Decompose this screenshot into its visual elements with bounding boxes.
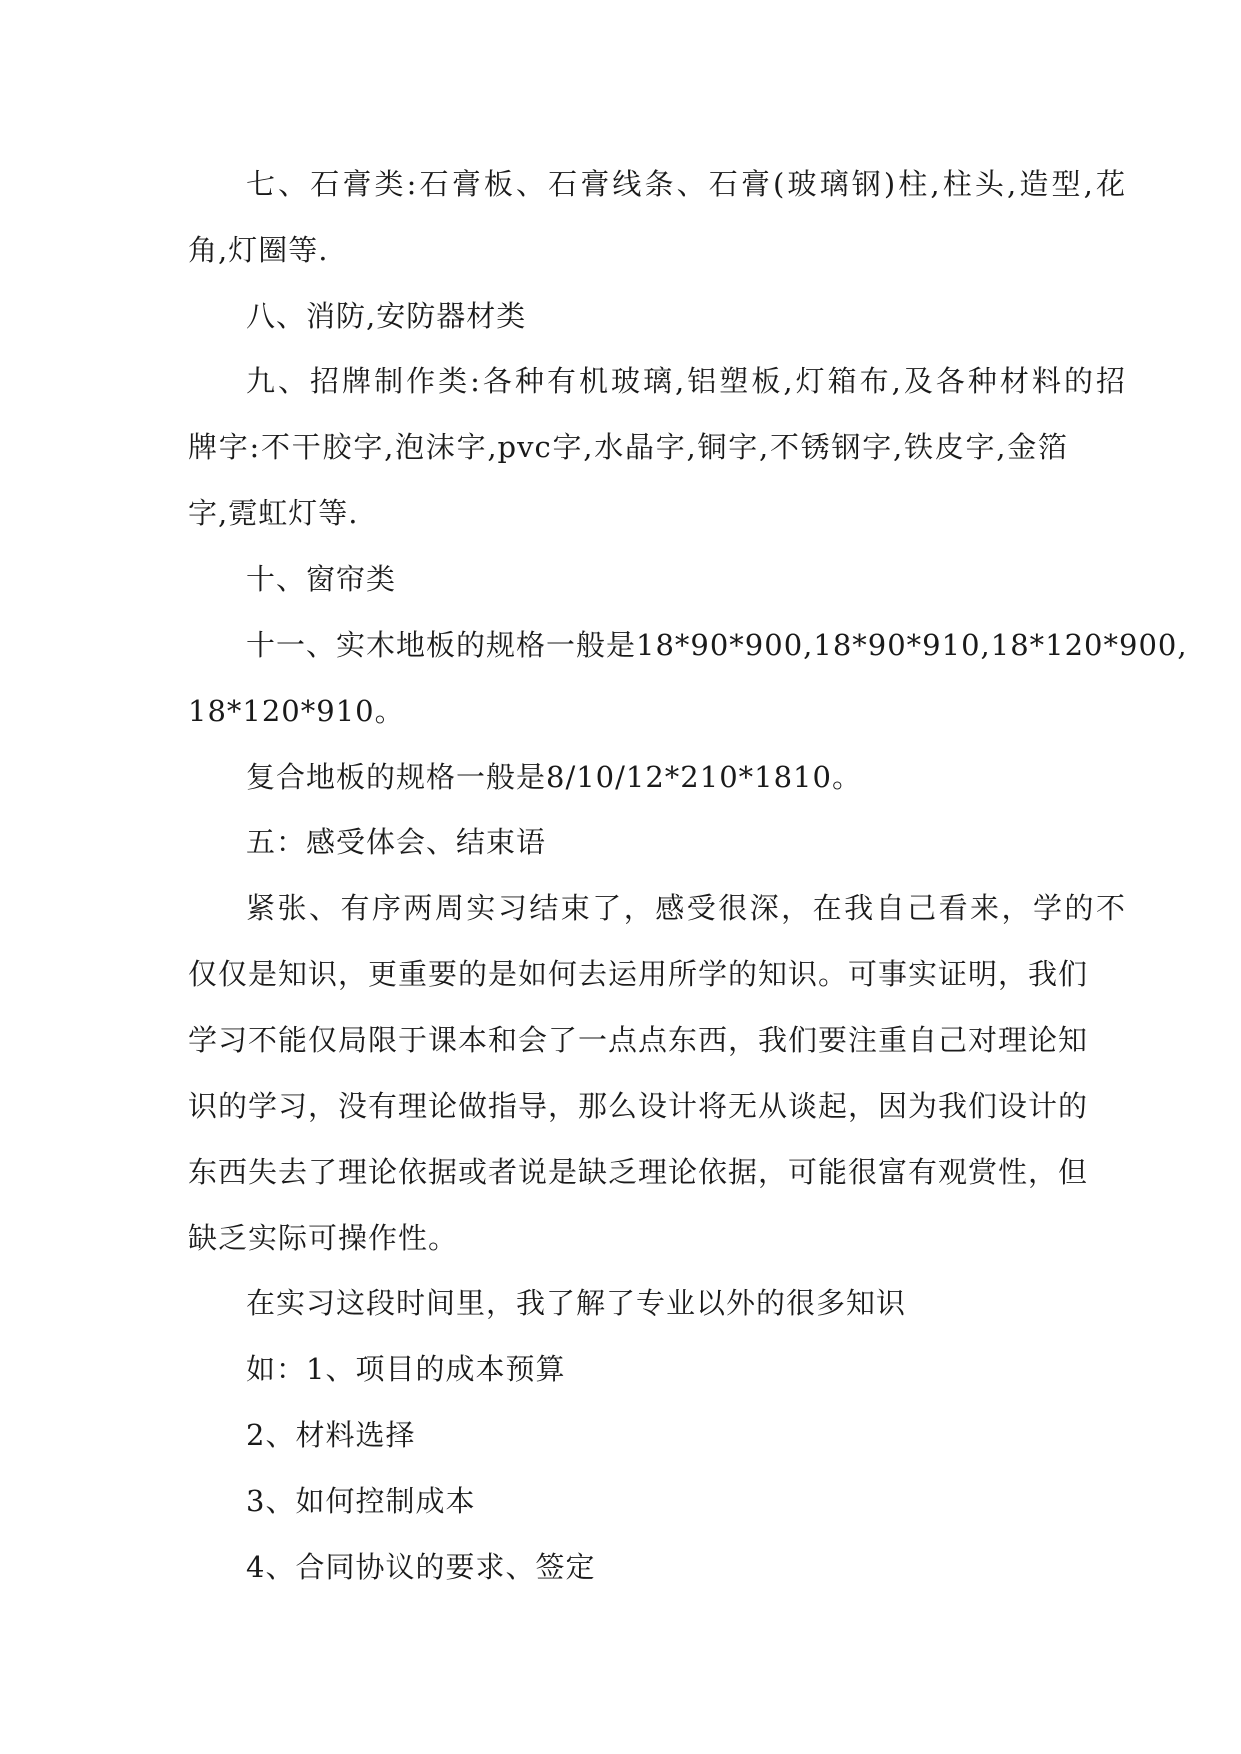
paragraph-line: 东西失去了理论依据或者说是缺乏理论依据，可能很富有观赏性，但 xyxy=(188,1155,1089,1189)
paragraph-line: 八、消防,安防器材类 xyxy=(246,299,527,333)
paragraph-line: 识的学习，没有理论做指导，那么设计将无从谈起，因为我们设计的 xyxy=(188,1089,1089,1123)
paragraph-line: 十一、实木地板的规格一般是18*90*900,18*90*910,18*120*900, xyxy=(246,628,1188,662)
paragraph-line: 学习不能仅局限于课本和会了一点点东西，我们要注重自己对理论知 xyxy=(188,1023,1089,1057)
paragraph-line: 复合地板的规格一般是8/10/12*210*1810。 xyxy=(246,760,862,794)
paragraph-line: 18*120*910。 xyxy=(188,694,405,728)
list-item: 3、如何控制成本 xyxy=(246,1484,476,1518)
paragraph-line: 字,霓虹灯等. xyxy=(188,496,359,530)
paragraph-line: 缺乏实际可操作性。 xyxy=(188,1221,459,1255)
paragraph-line: 牌字:不干胶字,泡沫字,pvc字,水晶字,铜字,不锈钢字,铁皮字,金箔 xyxy=(188,430,1068,464)
list-item: 4、合同协议的要求、签定 xyxy=(246,1550,596,1584)
list-item: 2、材料选择 xyxy=(246,1418,416,1452)
paragraph-line: 十、窗帘类 xyxy=(246,562,397,596)
paragraph-line: 在实习这段时间里，我了解了专业以外的很多知识 xyxy=(246,1286,907,1320)
paragraph-line: 九、招牌制作类:各种有机玻璃,铝塑板,灯箱布,及各种材料的招 xyxy=(246,364,1126,398)
paragraph-line: 仅仅是知识，更重要的是如何去运用所学的知识。可事实证明，我们 xyxy=(188,957,1089,991)
list-item: 如：1、项目的成本预算 xyxy=(246,1352,566,1386)
paragraph-line: 角,灯圈等. xyxy=(188,233,329,267)
section-heading: 五：感受体会、结束语 xyxy=(246,825,547,859)
paragraph-line: 七、石膏类:石膏板、石膏线条、石膏(玻璃钢)柱,柱头,造型,花 xyxy=(246,167,1126,201)
paragraph-line: 紧张、有序两周实习结束了，感受很深，在我自己看来，学的不 xyxy=(246,891,1126,925)
